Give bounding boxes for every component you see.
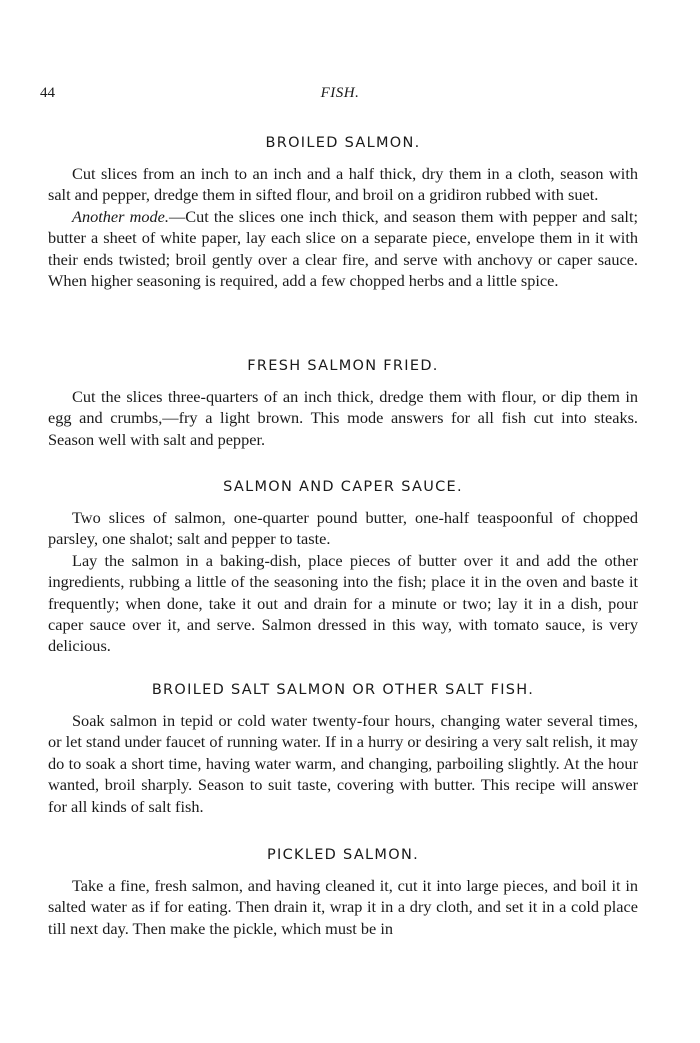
running-title: FISH. [320,85,360,101]
recipe-paragraph: Soak salmon in tepid or cold water twenty-four hours, changing water several times, or let stand under faucet of running water. If in a hurry or desiring a very salt relish, it may do to soak a short time, having water warm, and changing, parboiling slightly. At the hour wanted, broil sharply. Season to suit taste, covering with butter. This recipe will answer for all kinds of salt fish. [48,711,639,816]
page-number: 44 [40,85,55,101]
recipe-title: SALMON AND CAPER SAUCE. [223,479,463,495]
alternate-method-label: Another mode. [72,206,169,226]
recipe-broiled-salmon [48,132,638,291]
recipe-paragraph: Two slices of salmon, one-quarter pound butter, one-half teaspoonful of chopped parsley, one shalot; salt and pepper to taste. [48,508,638,549]
recipe-paragraph: Cut the slices three-quarters of an inch thick, dredge them with flour, or dip them in egg and crumbs,—fry a light brown. This mode answers for all fish cut into steaks. Season well with salt and pepper. [48,387,638,449]
recipe-paragraph [48,206,638,292]
recipe-pickled-salmon [48,844,638,939]
recipe-broiled-salt-salmon [48,679,638,817]
recipe-title: FRESH SALMON FRIED. [247,358,439,374]
recipe-paragraph: Cut slices from an inch to an inch and a half thick, dry them in a cloth, season with salt and pepper, dredge them in sifted flour, and broil on a gridiron rubbed with suet. [48,164,638,205]
recipe-paragraph: Take a fine, fresh salmon, and having cleaned it, cut it into large pieces, and boil it in salted water as if for eating. Then drain it, wrap it in a dry cloth, and set it in a cold place till next day. Then make the pickle, which must be in [48,876,638,938]
recipe-salmon-caper-sauce [48,476,638,657]
recipe-paragraph: Lay the salmon in a baking-dish, place pieces of butter over it and add the other ingredients, rubbing a little of the seasoning into the fish; place it in the oven and baste it frequently; when done, take it out and drain for a minute or two; lay it in a dish, pour caper sauce over it, and serve. Salmon dressed in this way, with tomato sauce, is very delicious. [48,550,638,656]
recipe-title: BROILED SALMON. [265,135,421,151]
recipe-title: BROILED SALT SALMON OR OTHER SALT FISH. [151,682,535,698]
recipe-title: PICKLED SALMON. [266,847,420,863]
recipe-fresh-salmon-fried [48,355,638,450]
recipe-paragraph-text: —Cut the slices one inch thick, and season them with pepper and salt; butter a sheet of white paper, lay each slice on a separate piece, envelope them in it with their ends twisted; broil gently over a clear fire, and serve with anchovy or caper sauce. When higher seasoning is required, add a few chopped herbs and a little spice. [48,206,638,291]
running-head [40,85,640,107]
